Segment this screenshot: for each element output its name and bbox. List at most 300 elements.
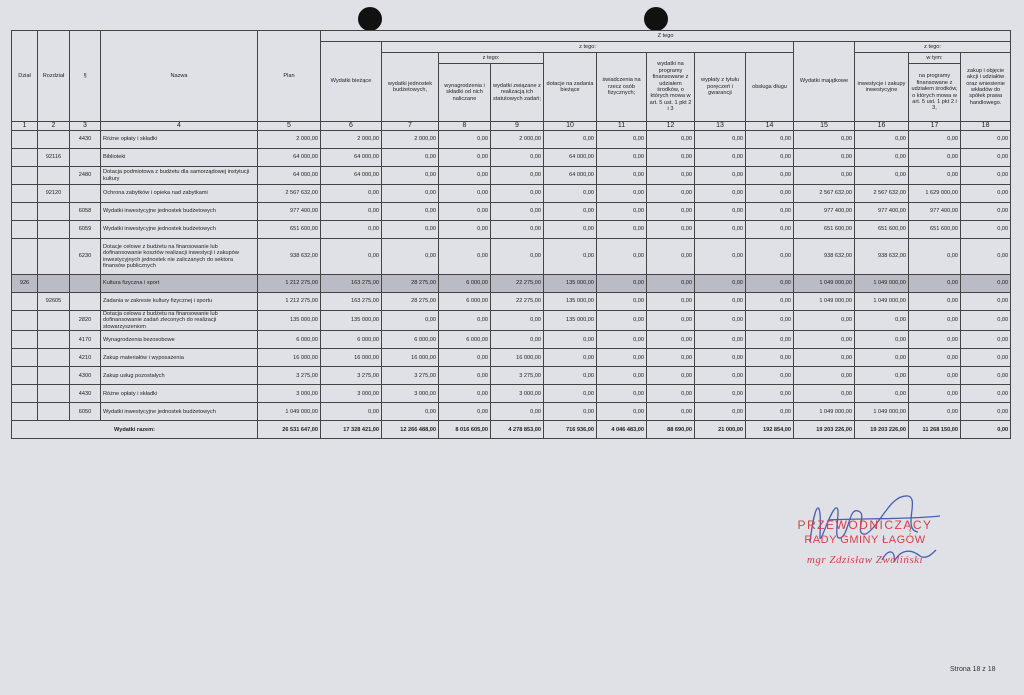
cell-value: 938 632,00 bbox=[794, 239, 855, 275]
cell-value: 977 400,00 bbox=[258, 203, 321, 221]
cell-value: 938 632,00 bbox=[855, 239, 909, 275]
cell-value: 1 212 275,00 bbox=[258, 275, 321, 293]
cell-value: 64 000,00 bbox=[258, 167, 321, 185]
cell-paragraf: 6230 bbox=[70, 239, 101, 275]
cell-rozdzial bbox=[38, 221, 70, 239]
page-number: Strona 18 z 18 bbox=[950, 666, 996, 673]
cell-paragraf: 6050 bbox=[70, 403, 101, 421]
table-row bbox=[12, 203, 1011, 221]
cell-value: 0,00 bbox=[695, 131, 746, 149]
cell-paragraf: 4210 bbox=[70, 349, 101, 367]
cell-value: 0,00 bbox=[597, 167, 647, 185]
cell-value: 0,00 bbox=[647, 385, 695, 403]
cell-nazwa: Wydatki inwestycyjne jednostek budżetowych bbox=[101, 203, 258, 221]
cell-rozdzial bbox=[38, 367, 70, 385]
cell-value: 0,00 bbox=[961, 293, 1011, 311]
group-jednostek-z-tego: z tego: bbox=[439, 53, 544, 64]
table-row bbox=[12, 331, 1011, 349]
table-row bbox=[12, 349, 1011, 367]
cell-value: 0,00 bbox=[439, 385, 491, 403]
column-number: 15 bbox=[794, 122, 855, 131]
cell-value: 0,00 bbox=[382, 239, 439, 275]
cell-value: 2 567 632,00 bbox=[258, 185, 321, 203]
table-row bbox=[12, 403, 1011, 421]
group-w-tym: w tym: bbox=[909, 53, 961, 64]
cell-value: 651 600,00 bbox=[855, 221, 909, 239]
cell-value: 0,00 bbox=[855, 311, 909, 331]
total-value: 88 690,00 bbox=[647, 421, 695, 439]
cell-value: 0,00 bbox=[647, 331, 695, 349]
cell-value: 135 000,00 bbox=[258, 311, 321, 331]
cell-value: 0,00 bbox=[746, 167, 794, 185]
cell-value: 0,00 bbox=[909, 167, 961, 185]
cell-value: 22 275,00 bbox=[491, 293, 544, 311]
cell-value: 64 000,00 bbox=[544, 149, 597, 167]
cell-dzial bbox=[12, 239, 38, 275]
table-row bbox=[12, 311, 1011, 331]
cell-rozdzial bbox=[38, 311, 70, 331]
cell-value: 0,00 bbox=[695, 275, 746, 293]
cell-value: 6 000,00 bbox=[321, 331, 382, 349]
cell-value: 135 000,00 bbox=[544, 311, 597, 331]
cell-value: 0,00 bbox=[491, 149, 544, 167]
cell-value: 3 275,00 bbox=[382, 367, 439, 385]
cell-value: 16 000,00 bbox=[321, 349, 382, 367]
cell-value: 0,00 bbox=[597, 149, 647, 167]
cell-value: 0,00 bbox=[491, 167, 544, 185]
punch-hole-right bbox=[644, 7, 668, 31]
cell-value: 0,00 bbox=[439, 221, 491, 239]
cell-value: 0,00 bbox=[544, 185, 597, 203]
cell-value: 0,00 bbox=[597, 221, 647, 239]
cell-paragraf: 2480 bbox=[70, 167, 101, 185]
cell-value: 0,00 bbox=[961, 367, 1011, 385]
cell-value: 0,00 bbox=[597, 349, 647, 367]
column-number: 6 bbox=[321, 122, 382, 131]
cell-nazwa: Różne opłaty i składki bbox=[101, 131, 258, 149]
cell-rozdzial bbox=[38, 331, 70, 349]
column-number: 18 bbox=[961, 122, 1011, 131]
cell-value: 0,00 bbox=[794, 131, 855, 149]
cell-value: 0,00 bbox=[961, 221, 1011, 239]
chairman-stamp bbox=[770, 518, 960, 566]
cell-nazwa: Wynagrodzenia bezosobowe bbox=[101, 331, 258, 349]
cell-value: 163 275,00 bbox=[321, 293, 382, 311]
cell-value: 0,00 bbox=[855, 385, 909, 403]
cell-value: 0,00 bbox=[439, 131, 491, 149]
cell-dzial bbox=[12, 185, 38, 203]
col-obsluga-dlugu: obsługa długu bbox=[746, 53, 794, 122]
cell-value: 0,00 bbox=[746, 221, 794, 239]
cell-value: 0,00 bbox=[909, 275, 961, 293]
cell-value: 1 049 000,00 bbox=[794, 293, 855, 311]
table-row bbox=[12, 221, 1011, 239]
cell-value: 0,00 bbox=[439, 367, 491, 385]
cell-rozdzial bbox=[38, 203, 70, 221]
cell-value: 0,00 bbox=[544, 385, 597, 403]
total-value: 4 046 483,00 bbox=[597, 421, 647, 439]
cell-nazwa: Zakup materiałów i wyposażenia bbox=[101, 349, 258, 367]
cell-value: 0,00 bbox=[909, 149, 961, 167]
cell-value: 0,00 bbox=[597, 367, 647, 385]
cell-value: 0,00 bbox=[746, 385, 794, 403]
column-number: 17 bbox=[909, 122, 961, 131]
col-wynagrodzenia: wynagrodzenia i składki od nich naliczane bbox=[439, 64, 491, 122]
cell-value: 1 212 275,00 bbox=[258, 293, 321, 311]
cell-rozdzial bbox=[38, 275, 70, 293]
cell-value: 0,00 bbox=[695, 149, 746, 167]
cell-value: 28 275,00 bbox=[382, 293, 439, 311]
cell-value: 2 567 632,00 bbox=[855, 185, 909, 203]
cell-value: 0,00 bbox=[794, 149, 855, 167]
cell-nazwa: Kultura fizyczna i sport bbox=[101, 275, 258, 293]
cell-value: 651 600,00 bbox=[258, 221, 321, 239]
cell-value: 0,00 bbox=[695, 311, 746, 331]
cell-value: 0,00 bbox=[544, 367, 597, 385]
cell-value: 0,00 bbox=[382, 149, 439, 167]
cell-value: 64 000,00 bbox=[321, 167, 382, 185]
cell-value: 0,00 bbox=[961, 349, 1011, 367]
col-plan: Plan bbox=[258, 31, 321, 122]
cell-value: 0,00 bbox=[909, 367, 961, 385]
col-inwestycje: inwestycje i zakupy inwestycyjne bbox=[855, 53, 909, 122]
cell-value: 1 049 000,00 bbox=[794, 403, 855, 421]
cell-value: 1 049 000,00 bbox=[855, 403, 909, 421]
cell-value: 0,00 bbox=[909, 403, 961, 421]
cell-rozdzial bbox=[38, 131, 70, 149]
cell-rozdzial bbox=[38, 349, 70, 367]
total-value: 716 936,00 bbox=[544, 421, 597, 439]
col-wydatki-jednostek: wydatki jednostek budżetowych, bbox=[382, 53, 439, 122]
total-value: 19 203 226,00 bbox=[855, 421, 909, 439]
column-number: 4 bbox=[101, 122, 258, 131]
cell-value: 0,00 bbox=[746, 149, 794, 167]
cell-value: 16 000,00 bbox=[491, 349, 544, 367]
cell-nazwa: Ochrona zabytków i opieka nad zabytkami bbox=[101, 185, 258, 203]
cell-value: 0,00 bbox=[695, 293, 746, 311]
cell-nazwa: Dotacja podmiotowa z budżetu dla samorządowej instytucji kultury bbox=[101, 167, 258, 185]
cell-dzial bbox=[12, 403, 38, 421]
group-z-tego: Z tego bbox=[321, 31, 1011, 42]
cell-value: 0,00 bbox=[746, 293, 794, 311]
cell-value: 2 567 632,00 bbox=[794, 185, 855, 203]
cell-value: 6 000,00 bbox=[439, 275, 491, 293]
cell-value: 0,00 bbox=[439, 311, 491, 331]
cell-value: 16 000,00 bbox=[382, 349, 439, 367]
table-header bbox=[12, 31, 1011, 131]
cell-value: 135 000,00 bbox=[321, 311, 382, 331]
column-number: 12 bbox=[647, 122, 695, 131]
cell-value: 0,00 bbox=[746, 367, 794, 385]
cell-value: 0,00 bbox=[544, 203, 597, 221]
cell-value: 16 000,00 bbox=[258, 349, 321, 367]
cell-value: 3 275,00 bbox=[491, 367, 544, 385]
cell-dzial bbox=[12, 203, 38, 221]
column-number: 16 bbox=[855, 122, 909, 131]
cell-nazwa: Dotacja celowa z budżetu na finansowanie lub dofinansowanie zadań zleconych do realizacji stowarzyszeniom bbox=[101, 311, 258, 331]
cell-value: 0,00 bbox=[746, 131, 794, 149]
cell-value: 0,00 bbox=[491, 203, 544, 221]
cell-value: 1 049 000,00 bbox=[258, 403, 321, 421]
cell-value: 0,00 bbox=[794, 331, 855, 349]
column-number: 14 bbox=[746, 122, 794, 131]
cell-value: 0,00 bbox=[647, 185, 695, 203]
column-number: 8 bbox=[439, 122, 491, 131]
cell-dzial bbox=[12, 385, 38, 403]
cell-value: 0,00 bbox=[909, 311, 961, 331]
cell-value: 0,00 bbox=[382, 221, 439, 239]
cell-value: 0,00 bbox=[544, 349, 597, 367]
cell-value: 0,00 bbox=[597, 275, 647, 293]
cell-value: 0,00 bbox=[695, 385, 746, 403]
cell-value: 0,00 bbox=[647, 367, 695, 385]
cell-value: 0,00 bbox=[647, 311, 695, 331]
cell-value: 0,00 bbox=[597, 185, 647, 203]
cell-value: 0,00 bbox=[439, 149, 491, 167]
cell-paragraf: 6058 bbox=[70, 203, 101, 221]
column-number: 10 bbox=[544, 122, 597, 131]
cell-value: 0,00 bbox=[439, 239, 491, 275]
table-row bbox=[12, 167, 1011, 185]
col-swiadczenia: świadczenia na rzecz osób fizycznych; bbox=[597, 53, 647, 122]
table-row bbox=[12, 239, 1011, 275]
group-majatkowe-z-tego: z tego: bbox=[855, 42, 1011, 53]
col-wyplaty: wypłaty z tytułu poręczeń i gwarancji bbox=[695, 53, 746, 122]
cell-paragraf bbox=[70, 185, 101, 203]
cell-value: 0,00 bbox=[746, 185, 794, 203]
total-value: 26 531 647,00 bbox=[258, 421, 321, 439]
cell-value: 0,00 bbox=[597, 403, 647, 421]
cell-value: 135 000,00 bbox=[544, 293, 597, 311]
total-value: 12 266 488,00 bbox=[382, 421, 439, 439]
cell-value: 0,00 bbox=[647, 403, 695, 421]
cell-dzial bbox=[12, 331, 38, 349]
column-number: 9 bbox=[491, 122, 544, 131]
cell-value: 0,00 bbox=[855, 131, 909, 149]
column-number: 5 bbox=[258, 122, 321, 131]
cell-value: 0,00 bbox=[647, 221, 695, 239]
cell-value: 2 000,00 bbox=[258, 131, 321, 149]
cell-value: 0,00 bbox=[321, 239, 382, 275]
group-biezace-z-tego: z tego: bbox=[382, 42, 794, 53]
table-row bbox=[12, 293, 1011, 311]
cell-paragraf: 4430 bbox=[70, 385, 101, 403]
cell-value: 651 600,00 bbox=[909, 221, 961, 239]
cell-value: 2 000,00 bbox=[321, 131, 382, 149]
cell-rozdzial bbox=[38, 403, 70, 421]
cell-nazwa: Zadania w zakresie kultury fizycznej i sportu bbox=[101, 293, 258, 311]
cell-value: 6 000,00 bbox=[382, 331, 439, 349]
cell-value: 0,00 bbox=[321, 203, 382, 221]
cell-value: 3 275,00 bbox=[321, 367, 382, 385]
cell-value: 0,00 bbox=[855, 149, 909, 167]
col-na-programy: na programy finansowane z udziałem środków, o których mowa w art. 5 ust. 1 pkt 2 i 3, bbox=[909, 64, 961, 122]
total-value: 19 203 226,00 bbox=[794, 421, 855, 439]
cell-value: 6 000,00 bbox=[439, 293, 491, 311]
total-value: 4 278 853,00 bbox=[491, 421, 544, 439]
cell-value: 0,00 bbox=[961, 311, 1011, 331]
cell-nazwa: Wydatki inwestycyjne jednostek budżetowych bbox=[101, 403, 258, 421]
cell-rozdzial bbox=[38, 385, 70, 403]
cell-value: 0,00 bbox=[855, 167, 909, 185]
cell-value: 3 000,00 bbox=[321, 385, 382, 403]
cell-value: 0,00 bbox=[746, 311, 794, 331]
col-wydatki-biezace: Wydatki bieżące bbox=[321, 42, 382, 122]
cell-value: 0,00 bbox=[321, 221, 382, 239]
cell-value: 0,00 bbox=[491, 311, 544, 331]
cell-value: 0,00 bbox=[909, 239, 961, 275]
cell-value: 0,00 bbox=[321, 403, 382, 421]
cell-value: 977 400,00 bbox=[855, 203, 909, 221]
cell-value: 0,00 bbox=[597, 331, 647, 349]
total-value: 0,00 bbox=[961, 421, 1011, 439]
total-value: 21 000,00 bbox=[695, 421, 746, 439]
cell-value: 0,00 bbox=[382, 185, 439, 203]
cell-value: 0,00 bbox=[597, 385, 647, 403]
cell-value: 0,00 bbox=[961, 185, 1011, 203]
cell-value: 0,00 bbox=[439, 203, 491, 221]
cell-value: 0,00 bbox=[909, 385, 961, 403]
cell-value: 0,00 bbox=[647, 275, 695, 293]
cell-dzial bbox=[12, 293, 38, 311]
cell-value: 0,00 bbox=[382, 403, 439, 421]
cell-value: 0,00 bbox=[491, 331, 544, 349]
cell-value: 0,00 bbox=[695, 349, 746, 367]
cell-value: 0,00 bbox=[909, 331, 961, 349]
total-value: 17 328 421,00 bbox=[321, 421, 382, 439]
cell-value: 0,00 bbox=[855, 331, 909, 349]
cell-value: 0,00 bbox=[544, 221, 597, 239]
cell-value: 1 049 000,00 bbox=[855, 293, 909, 311]
cell-paragraf: 6059 bbox=[70, 221, 101, 239]
cell-nazwa: Zakup usług pozostałych bbox=[101, 367, 258, 385]
cell-value: 0,00 bbox=[855, 349, 909, 367]
cell-value: 2 000,00 bbox=[382, 131, 439, 149]
cell-value: 6 000,00 bbox=[258, 331, 321, 349]
table-row bbox=[12, 149, 1011, 167]
column-number: 3 bbox=[70, 122, 101, 131]
cell-value: 0,00 bbox=[491, 221, 544, 239]
cell-value: 0,00 bbox=[746, 349, 794, 367]
cell-value: 0,00 bbox=[695, 239, 746, 275]
cell-paragraf bbox=[70, 293, 101, 311]
cell-value: 0,00 bbox=[647, 149, 695, 167]
cell-value: 28 275,00 bbox=[382, 275, 439, 293]
cell-paragraf bbox=[70, 149, 101, 167]
cell-value: 0,00 bbox=[855, 367, 909, 385]
cell-value: 0,00 bbox=[695, 167, 746, 185]
column-number: 13 bbox=[695, 122, 746, 131]
cell-value: 977 400,00 bbox=[794, 203, 855, 221]
stamp-name: mgr Zdzisław Zwoliński bbox=[806, 554, 924, 566]
cell-value: 0,00 bbox=[597, 239, 647, 275]
cell-value: 0,00 bbox=[961, 385, 1011, 403]
cell-value: 0,00 bbox=[909, 131, 961, 149]
stamp-title: PRZEWODNICZĄCY bbox=[797, 518, 933, 532]
cell-value: 0,00 bbox=[544, 239, 597, 275]
cell-value: 0,00 bbox=[961, 403, 1011, 421]
stamp-council: RADY GMINY ŁAGÓW bbox=[804, 534, 926, 546]
cell-value: 163 275,00 bbox=[321, 275, 382, 293]
cell-value: 0,00 bbox=[647, 131, 695, 149]
total-row bbox=[12, 421, 1011, 439]
column-number: 7 bbox=[382, 122, 439, 131]
cell-nazwa: Dotacje celowe z budżetu na finansowanie lub dofinansowanie kosztów realizacji inwestycji i zakupów inwestycyjnych jednostek nie zaliczanych do sektora finansów publicznych bbox=[101, 239, 258, 275]
cell-value: 0,00 bbox=[746, 403, 794, 421]
cell-value: 1 049 000,00 bbox=[855, 275, 909, 293]
cell-paragraf: 4430 bbox=[70, 131, 101, 149]
cell-value: 0,00 bbox=[647, 349, 695, 367]
col-zakup-akcji: zakup i objęcie akcji i udziałów oraz wniesienie wkładów do spółek prawa handlowego. bbox=[961, 53, 1011, 122]
col-rozdzial: Rozdział bbox=[38, 31, 70, 122]
cell-value: 0,00 bbox=[746, 331, 794, 349]
col-wydatki-majatkowe: Wydatki majątkowe bbox=[794, 42, 855, 122]
cell-value: 0,00 bbox=[909, 293, 961, 311]
cell-value: 0,00 bbox=[597, 203, 647, 221]
cell-rozdzial: 92120 bbox=[38, 185, 70, 203]
cell-value: 0,00 bbox=[597, 311, 647, 331]
cell-paragraf bbox=[70, 275, 101, 293]
cell-dzial bbox=[12, 149, 38, 167]
cell-value: 0,00 bbox=[961, 149, 1011, 167]
cell-paragraf: 4300 bbox=[70, 367, 101, 385]
cell-rozdzial: 92605 bbox=[38, 293, 70, 311]
col-paragraf: § bbox=[70, 31, 101, 122]
cell-value: 0,00 bbox=[961, 203, 1011, 221]
cell-value: 0,00 bbox=[321, 185, 382, 203]
table-row bbox=[12, 185, 1011, 203]
cell-dzial bbox=[12, 349, 38, 367]
cell-value: 6 000,00 bbox=[439, 331, 491, 349]
cell-value: 1 049 000,00 bbox=[794, 275, 855, 293]
cell-value: 0,00 bbox=[961, 275, 1011, 293]
total-label: Wydatki razem: bbox=[12, 421, 258, 439]
cell-nazwa: Biblioteki bbox=[101, 149, 258, 167]
cell-dzial bbox=[12, 167, 38, 185]
cell-value: 0,00 bbox=[746, 203, 794, 221]
total-value: 8 016 605,00 bbox=[439, 421, 491, 439]
cell-rozdzial bbox=[38, 167, 70, 185]
table-row bbox=[12, 385, 1011, 403]
cell-dzial bbox=[12, 221, 38, 239]
cell-value: 0,00 bbox=[695, 185, 746, 203]
cell-value: 0,00 bbox=[544, 331, 597, 349]
cell-rozdzial bbox=[38, 239, 70, 275]
cell-value: 3 275,00 bbox=[258, 367, 321, 385]
total-value: 11 268 150,00 bbox=[909, 421, 961, 439]
table-row bbox=[12, 275, 1011, 293]
cell-value: 0,00 bbox=[439, 167, 491, 185]
cell-value: 0,00 bbox=[961, 131, 1011, 149]
cell-nazwa: Różne opłaty i składki bbox=[101, 385, 258, 403]
column-number-row bbox=[12, 122, 1011, 131]
column-number: 1 bbox=[12, 122, 38, 131]
cell-value: 0,00 bbox=[746, 275, 794, 293]
cell-value: 0,00 bbox=[439, 403, 491, 421]
col-wydatki-programy: wydatki na programy finansowane z udziałem środków, o których mowa w art. 5 ust. 1 pkt 2 i 3 bbox=[647, 53, 695, 122]
budget-table bbox=[11, 30, 1011, 439]
cell-value: 0,00 bbox=[794, 311, 855, 331]
cell-value: 0,00 bbox=[961, 239, 1011, 275]
cell-value: 0,00 bbox=[544, 403, 597, 421]
cell-value: 0,00 bbox=[909, 349, 961, 367]
table-row bbox=[12, 367, 1011, 385]
col-dzial: Dział bbox=[12, 31, 38, 122]
cell-value: 0,00 bbox=[491, 239, 544, 275]
cell-value: 0,00 bbox=[794, 367, 855, 385]
cell-value: 0,00 bbox=[491, 185, 544, 203]
cell-value: 0,00 bbox=[794, 167, 855, 185]
